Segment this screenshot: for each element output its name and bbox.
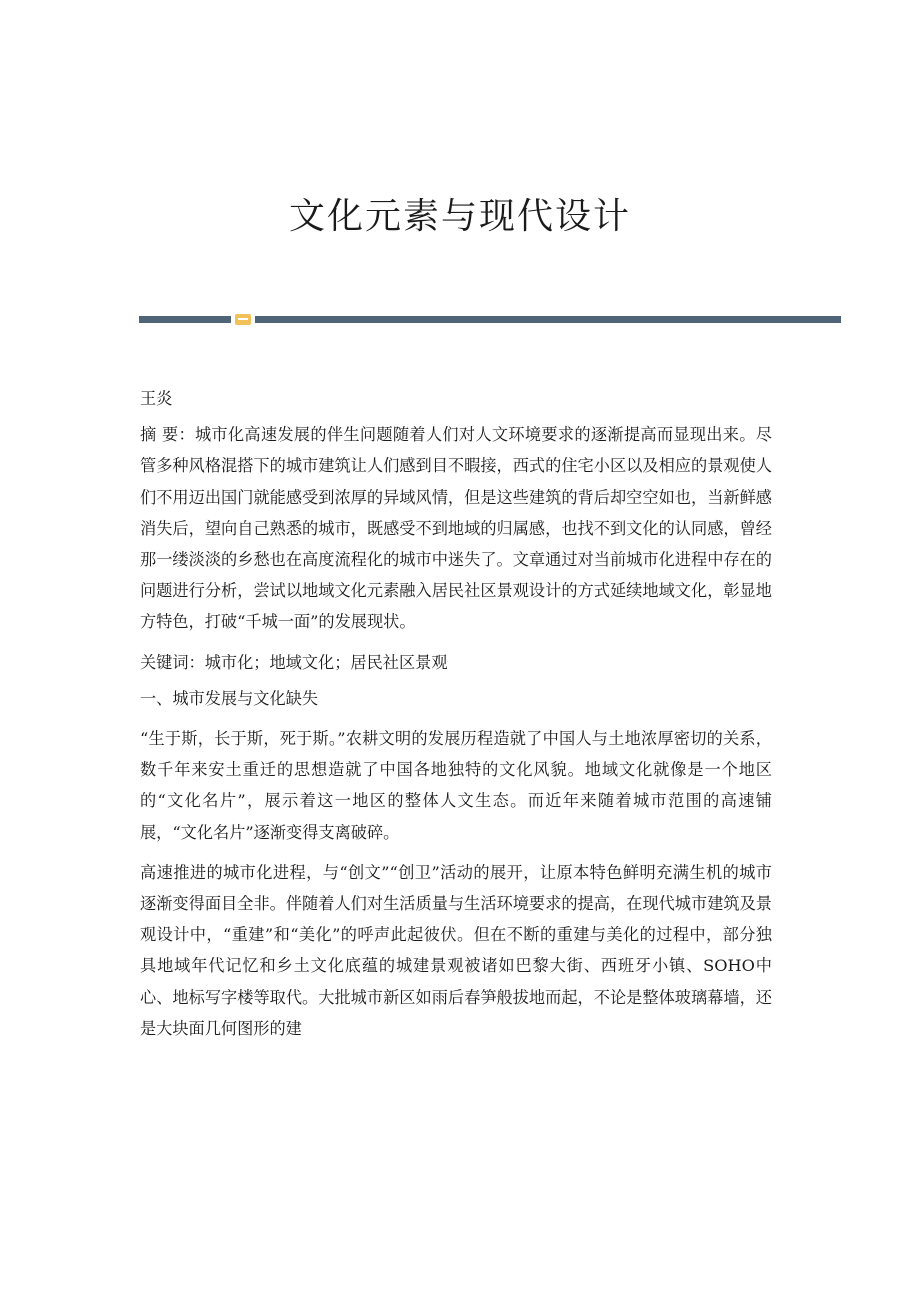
divider-badge-icon	[235, 314, 251, 325]
body-paragraph-1: “生于斯，长于斯，死于斯。”农耕文明的发展历程造就了中国人与土地浓厚密切的关系，数千年来安土重迁的思想造就了中国各地独特的文化风貌。地域文化就像是一个地区的“文化名片”，展示着这一地区的整体人文生态。而近年来随着城市范围的高速铺展，“文化名片”逐渐变得支离破碎。	[140, 729, 772, 842]
page-title: 文化元素与现代设计	[288, 196, 631, 237]
author: 王炎	[140, 389, 173, 408]
keywords: 关键词：城市化；地域文化；居民社区景观	[140, 652, 448, 672]
divider-bar-left	[139, 316, 231, 323]
title-divider	[139, 314, 841, 324]
section-heading: 一、城市发展与文化缺失	[140, 688, 319, 708]
abstract: 摘 要：城市化高速发展的伴生问题随着人们对人文环境要求的逐渐提高而显现出来。尽管多种风格混搭下的城市建筑让人们感到目不暇接，西式的住宅小区以及相应的景观使人们不用迈出国门就能感受到浓厚的异域风情，但是这些建筑的背后却空空如也，当新鲜感消失后，望向自己熟悉的城市，既感受不到地域的归属感，也找不到文化的认同感，曾经那一缕淡淡的乡愁也在高度流程化的城市中迷失了。文章通过对当前城市化进程中存在的问题进行分析，尝试以地域文化元素融入居民社区景观设计的方式延续地域文化，彰显地方特色，打破“千城一面”的发展现状。	[140, 425, 772, 632]
divider-bar-right	[255, 316, 841, 323]
body-paragraph-2: 高速推进的城市化进程，与“创文”“创卫”活动的展开，让原本特色鲜明充满生机的城市逐渐变得面目全非。伴随着人们对生活质量与生活环境要求的提高，在现代城市建筑及景观设计中，“重建”和“美化”的呼声此起彼伏。但在不断的重建与美化的过程中，部分独具地域年代记忆和乡土文化底蕴的城建景观被诸如巴黎大街、西班牙小镇、SOHO中心、地标写字楼等取代。大批城市新区如雨后春笋般拔地而起，不论是整体玻璃幕墙，还是大块面几何图形的建	[140, 862, 772, 1038]
document-body	[140, 383, 772, 1053]
